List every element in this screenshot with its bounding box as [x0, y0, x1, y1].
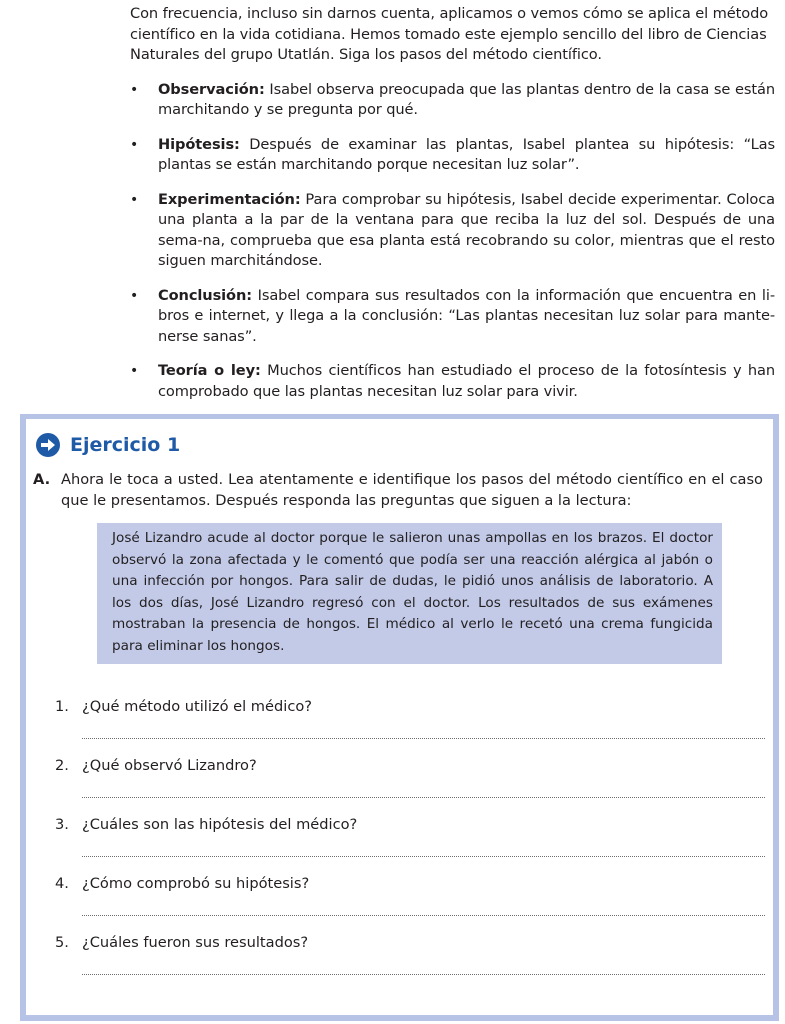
intro-paragraph: Con frecuencia, incluso sin darnos cuenta, aplicamos o vemos cómo se aplica el método científico en la vida cotidiana. Hemos tomado este ejemplo sencillo del libro de Ciencias Naturales del grupo Utatlán. Siga los pasos del método científico. [130, 5, 769, 63]
instruction-letter: A. [33, 471, 51, 488]
exercise-title: Ejercicio 1 [70, 434, 181, 456]
step-observacion [130, 80, 775, 121]
question-item [55, 757, 765, 816]
bullet: • [130, 363, 139, 379]
exercise-header [36, 433, 180, 457]
step-text: Para comprobar su hipótesis, Isabel decide experimentar. Coloca una planta a la par de la ventana para que reciba la luz del sol. Después de una sema-na, comprueba que esa planta está recobrando su color, mientras que el resto siguen marchitándose. [158, 190, 775, 269]
method-steps-list [130, 80, 775, 403]
step-hipotesis [130, 135, 775, 176]
step-text: Isabel observa preocupada que las plantas dentro de la casa se están marchitando y se pregunta por qué. [158, 80, 775, 118]
instruction-text: Ahora le toca a usted. Lea atentamente e identifique los pasos del método científico en el caso que le presentamos. Después responda las preguntas que siguen a la lectura: [61, 471, 763, 509]
step-text: Después de examinar las plantas, Isabel plantea su hipótesis: “Las plantas se están marchitando porque necesitan luz solar”. [158, 135, 775, 173]
question-item [55, 698, 765, 757]
exercise-instruction [33, 469, 763, 511]
question-number: 3. [55, 816, 69, 833]
question-item [55, 875, 765, 934]
step-term: Experimentación: [158, 190, 301, 208]
question-text: ¿Cómo comprobó su hipótesis? [82, 875, 310, 892]
arrow-right-circle-icon [36, 433, 60, 457]
bullet: • [130, 81, 139, 98]
answer-line[interactable] [82, 974, 765, 975]
step-term: Observación: [158, 80, 265, 98]
answer-line[interactable] [82, 856, 765, 857]
case-reading-box: José Lizandro acude al doctor porque le salieron unas ampollas en los brazos. El doctor observó la zona afectada y le comentó que podía ser una reacción alérgica al jabón o una infección por hongos. Para salir de dudas, le pidió unos análisis de laboratorio. A los dos días, José Lizandro regresó con el doctor. Los resultados de sus exámenes mostraban la presencia de hongos. El médico al verlo le recetó una crema fungicida para eliminar los hongos. [97, 523, 722, 664]
answer-line[interactable] [82, 738, 765, 739]
step-text: Muchos científicos han estudiado el proceso de la fotosíntesis y han comprobado que las plantas necesitan luz solar para vivir. [158, 362, 776, 400]
question-number: 4. [55, 875, 69, 892]
question-text: ¿Qué método utilizó el médico? [82, 698, 313, 715]
step-term: Conclusión: [158, 286, 253, 304]
bullet: • [130, 136, 139, 153]
question-text: ¿Qué observó Lizandro? [82, 757, 257, 774]
question-item [55, 934, 765, 993]
step-term: Teoría o ley: [158, 362, 261, 379]
question-number: 5. [55, 934, 69, 951]
bullet: • [130, 191, 139, 208]
step-conclusion [130, 286, 775, 348]
step-teoria-ley [130, 361, 775, 402]
answer-line[interactable] [82, 797, 765, 798]
step-experimentacion [130, 190, 775, 272]
question-item [55, 816, 765, 875]
question-number: 2. [55, 757, 69, 774]
answer-line[interactable] [82, 915, 765, 916]
bullet: • [130, 287, 139, 304]
step-term: Hipótesis: [158, 135, 240, 153]
step-text: Isabel compara sus resultados con la información que encuentra en li-bros e internet, y llega a la conclusión: “Las plantas necesitan luz solar para mante-nerse sanas”. [158, 286, 775, 345]
question-text: ¿Cuáles son las hipótesis del médico? [82, 816, 358, 833]
questions-list [55, 698, 765, 993]
exercise-box [20, 414, 779, 1021]
question-number: 1. [55, 698, 69, 715]
question-text: ¿Cuáles fueron sus resultados? [82, 934, 309, 951]
intro-section [130, 4, 775, 402]
